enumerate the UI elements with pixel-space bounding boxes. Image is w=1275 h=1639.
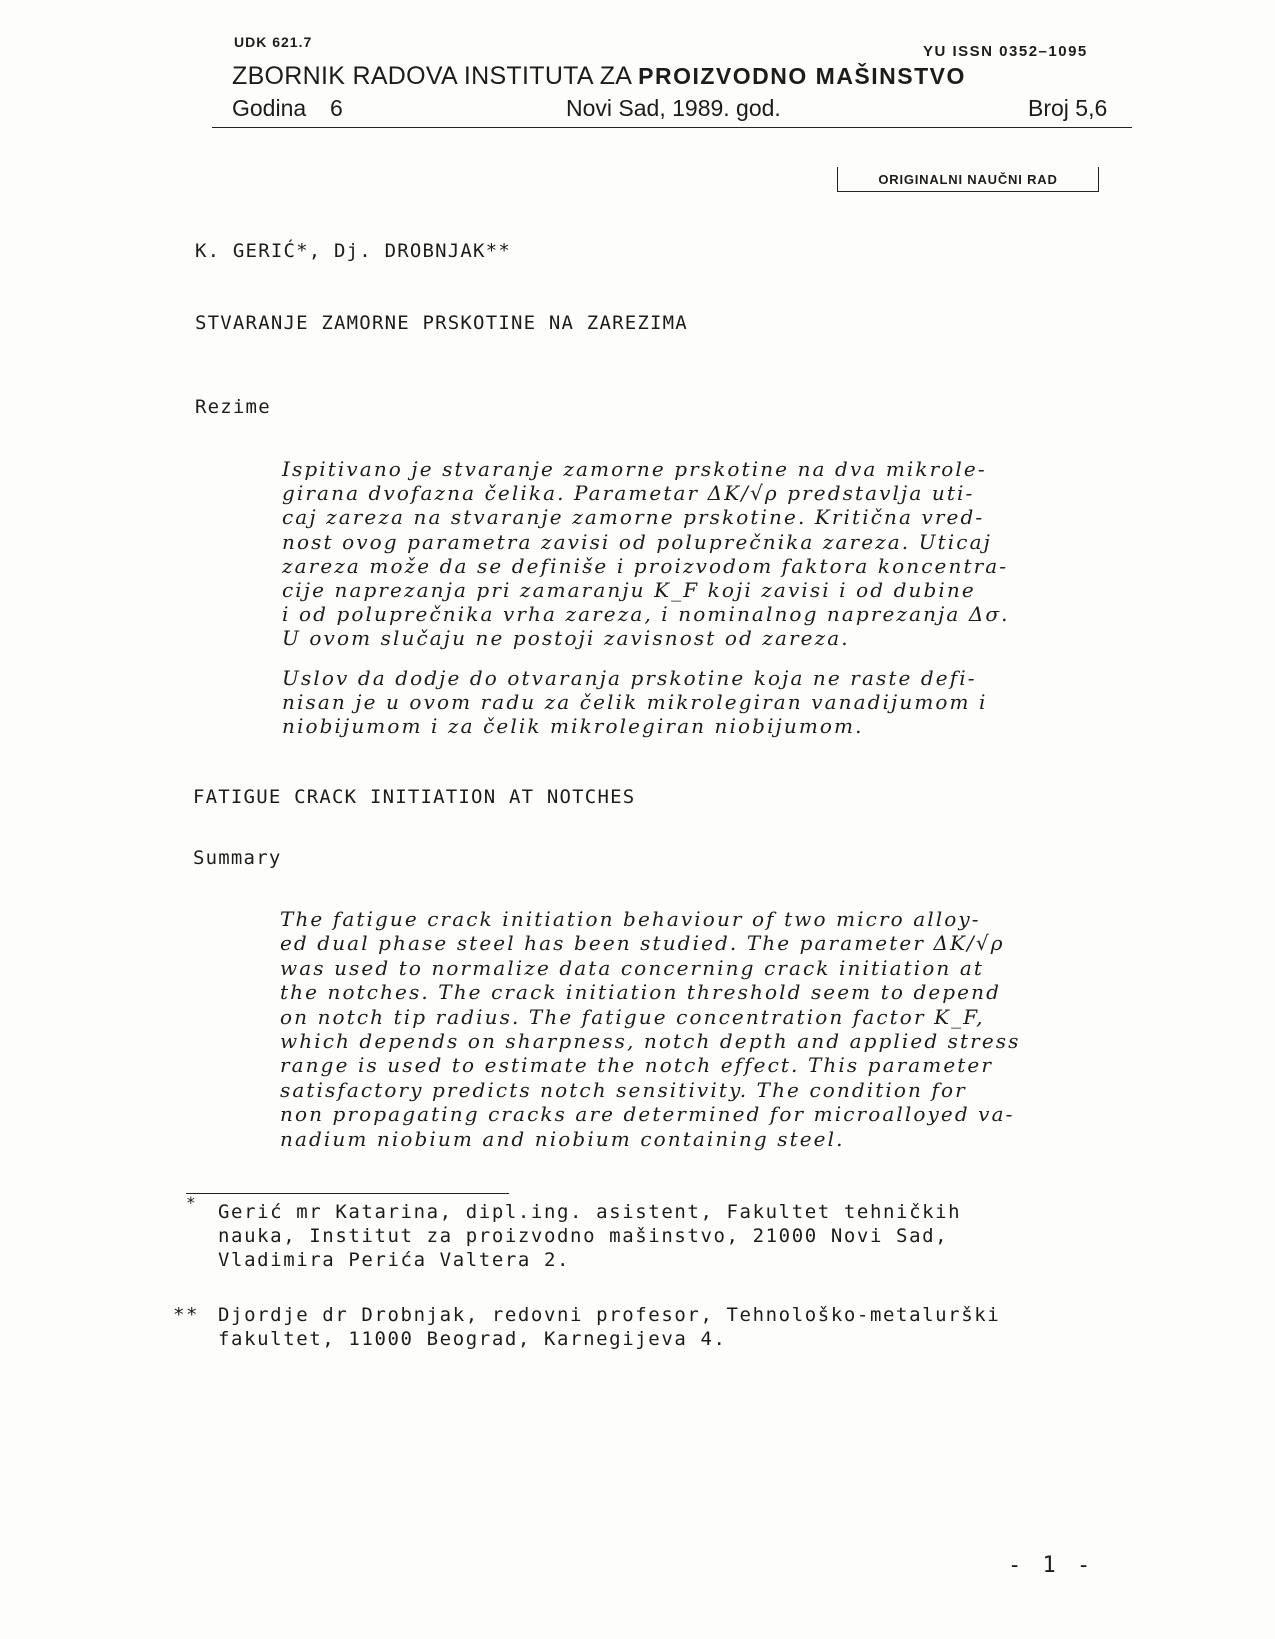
journal-title-bold: PROIZVODNO MAŠINSTVO [638, 63, 966, 89]
abstract-english: The fatigue crack initiation behaviour of two micro alloy- ed dual phase steel has been studied. The parameter ΔK/√ρ was used to normalize data concerning crack initiation at the notches. The crack initiation threshold seem to depend on notch tip radius. The fatigue concentration factor K_F, which depends on sharpness, notch depth and applied stress range is used to estimate the notch effect. This parameter satisfactory predicts notch sensitivity. The condition for non propagating cracks are determined for microalloyed va- nadium niobium and niobium containing steel. [280, 907, 1021, 1151]
footnote-1-mark: * [186, 1193, 198, 1212]
journal-title-prefix: ZBORNIK RADOVA INSTITUTA ZA [232, 62, 639, 90]
page-number: - 1 - [1008, 1553, 1095, 1578]
udk-code: UDK 621.7 [234, 34, 313, 50]
footnote-2-mark: ** [173, 1304, 200, 1326]
authors: K. GERIĆ*, Dj. DROBNJAK** [195, 240, 511, 262]
abstract-serbian-paragraph-1: Ispitivano je stvaranje zamorne prskotine na dva mikrole- girana dvofazna čelika. Parametar ΔK/√ρ predstavlja uti- caj zareza na stvaranje zamorne prskotine. Kritična vred- nost ovog parametra zavisi od poluprečnika zareza. Uticaj zareza može da se definiše i proizvodom faktora koncentra- cije naprezanja pri zamaranju K_F koji zavisi i od dubine i od poluprečnika vrha zareza, i nominalnog naprezanja Δσ. U ovom slučaju ne postoji zavisnost od zareza. [282, 457, 1010, 651]
footnote-1: Gerić mr Katarina, dipl.ing. asistent, Fakultet tehničkih nauka, Institut za proizvodno mašinstvo, 21000 Novi Sad, Vladimira Perića Valtera 2. [218, 1201, 962, 1271]
place-date: Novi Sad, 1989. god. [566, 95, 781, 121]
title-english: FATIGUE CRACK INITIATION AT NOTCHES [193, 786, 636, 808]
godina-label: Godina [232, 95, 307, 121]
footnote-divider [186, 1193, 509, 1194]
abstract-serbian-paragraph-2: Uslov da dodje do otvaranja prskotine koja ne raste defi- nisan je u ovom radu za čelik mikrolegiran vanadijumom i niobijumom i za čelik mikrolegiran niobijumom. [282, 666, 988, 739]
summary-heading: Summary [193, 847, 282, 869]
issn-number: YU ISSN 0352–1095 [923, 43, 1088, 60]
issue-number: Broj 5,6 [1028, 95, 1108, 121]
paper-type-badge: ORIGINALNI NAUČNI RAD [837, 167, 1099, 192]
title-serbian: STVARANJE ZAMORNE PRSKOTINE NA ZAREZIMA [195, 312, 688, 334]
rezime-heading: Rezime [195, 396, 271, 418]
header-divider [212, 127, 1132, 128]
footnote-2: Djordje dr Drobnjak, redovni profesor, Tehnološko-metalurški fakultet, 11000 Beograd, Karnegijeva 4. [218, 1304, 1001, 1350]
journal-title [232, 62, 966, 91]
issue-info-row [232, 95, 1132, 127]
godina-value: 6 [330, 95, 343, 121]
